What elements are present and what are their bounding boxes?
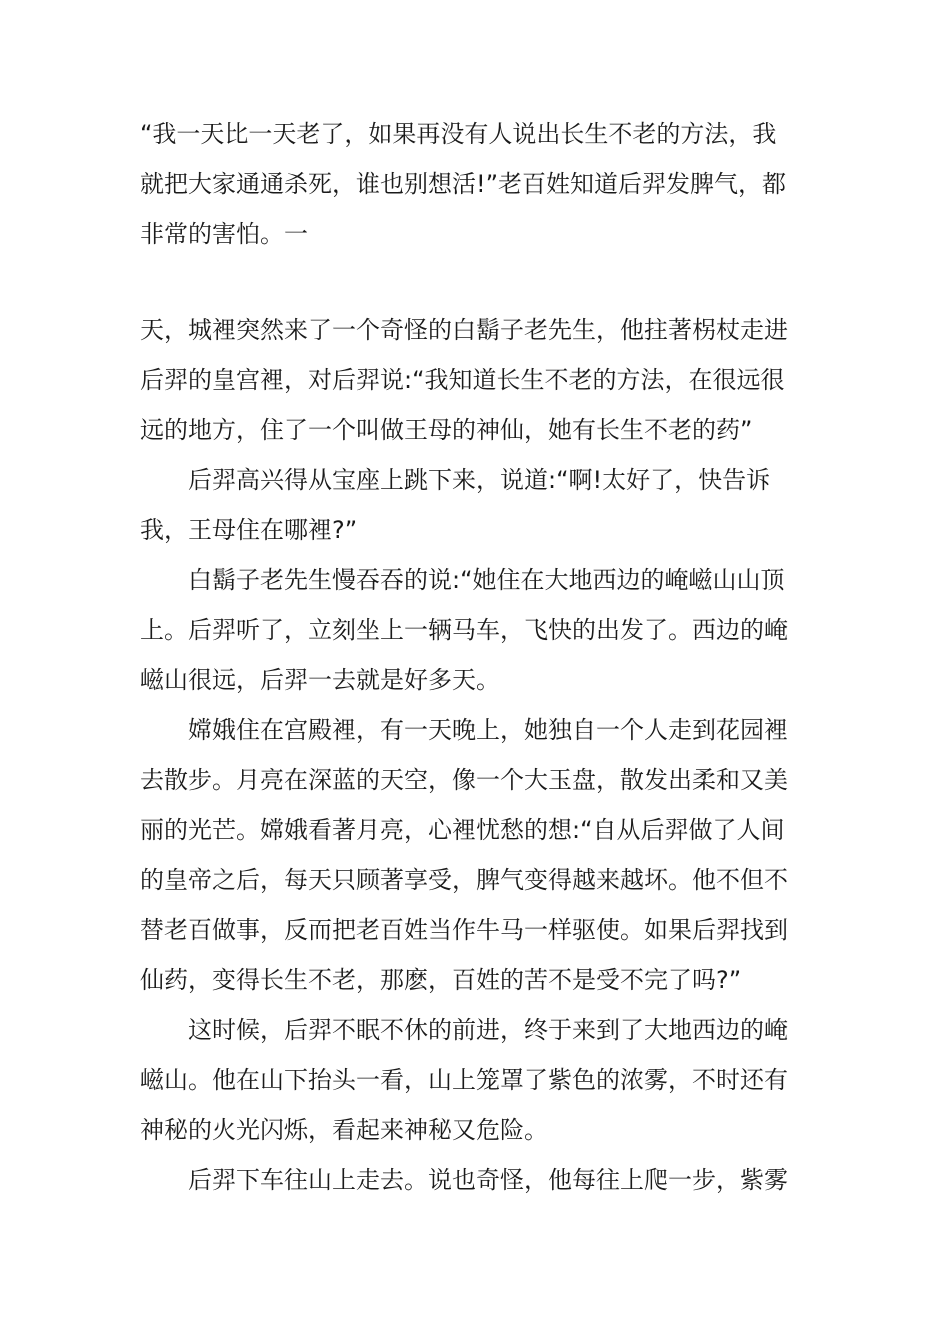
text-line: 上。后羿听了，立刻坐上一辆马车，飞快的出发了。西边的崦 (140, 616, 788, 644)
text-line: 后羿高兴得从宝座上跳下来，说道:“啊!太好了，快告诉 (188, 466, 771, 494)
paragraph-4 (140, 555, 830, 705)
text-line: 神秘的火光闪烁，看起来神秘又危险。 (140, 1116, 548, 1144)
paragraph-3 (140, 455, 830, 555)
text-line: 后羿的皇宫裡，对后羿说:“我知道长生不老的方法，在很远很 (140, 366, 785, 394)
text-line: 白鬍子老先生慢吞吞的说:“她住在大地西边的崦嵫山山顶 (188, 566, 785, 594)
text-line: 我，王母住在哪裡?” (140, 516, 358, 544)
text-line: 这时候，后羿不眠不休的前进，终于来到了大地西边的崦 (188, 1016, 788, 1044)
text-line: 嵫山。他在山下抬头一看，山上笼罩了紫色的浓雾，不时还有 (140, 1066, 788, 1094)
text-line: 丽的光芒。嫦娥看著月亮，心裡忧愁的想:“自从后羿做了人间 (140, 816, 785, 844)
text-line: 就把大家通通杀死，谁也别想活!”老百姓知道后羿发脾气，都 (140, 170, 787, 198)
paragraph-5 (140, 705, 830, 1005)
text-line: 非常的害怕。一 (140, 220, 308, 248)
paragraph-7 (140, 1155, 830, 1205)
text-line: 远的地方，住了一个叫做王母的神仙，她有长生不老的药” (140, 416, 753, 444)
text-line: 天，城裡突然来了一个奇怪的白鬍子老先生，他拄著柺杖走进 (140, 316, 788, 344)
paragraph-6 (140, 1005, 830, 1155)
text-line: 仙药，变得长生不老，那麽，百姓的苦不是受不完了吗?” (140, 966, 742, 994)
text-line: 嵫山很远，后羿一去就是好多天。 (140, 666, 500, 694)
text-line: 嫦娥住在宫殿裡，有一天晚上，她独自一个人走到花园裡 (188, 716, 788, 744)
text-line: “我一天比一天老了，如果再没有人说出长生不老的方法，我 (140, 120, 777, 148)
text-line: 去散步。月亮在深蓝的天空，像一个大玉盘，散发出柔和又美 (140, 766, 788, 794)
text-line: 的皇帝之后，每天只顾著享受，脾气变得越来越坏。他不但不 (140, 866, 788, 894)
text-line: 后羿下车往山上走去。说也奇怪，他每往上爬一步，紫雾 (188, 1166, 788, 1194)
text-line: 替老百做事，反而把老百姓当作牛马一样驱使。如果后羿找到 (140, 916, 788, 944)
paragraph-1 (140, 109, 830, 259)
paragraph-2 (140, 305, 830, 455)
